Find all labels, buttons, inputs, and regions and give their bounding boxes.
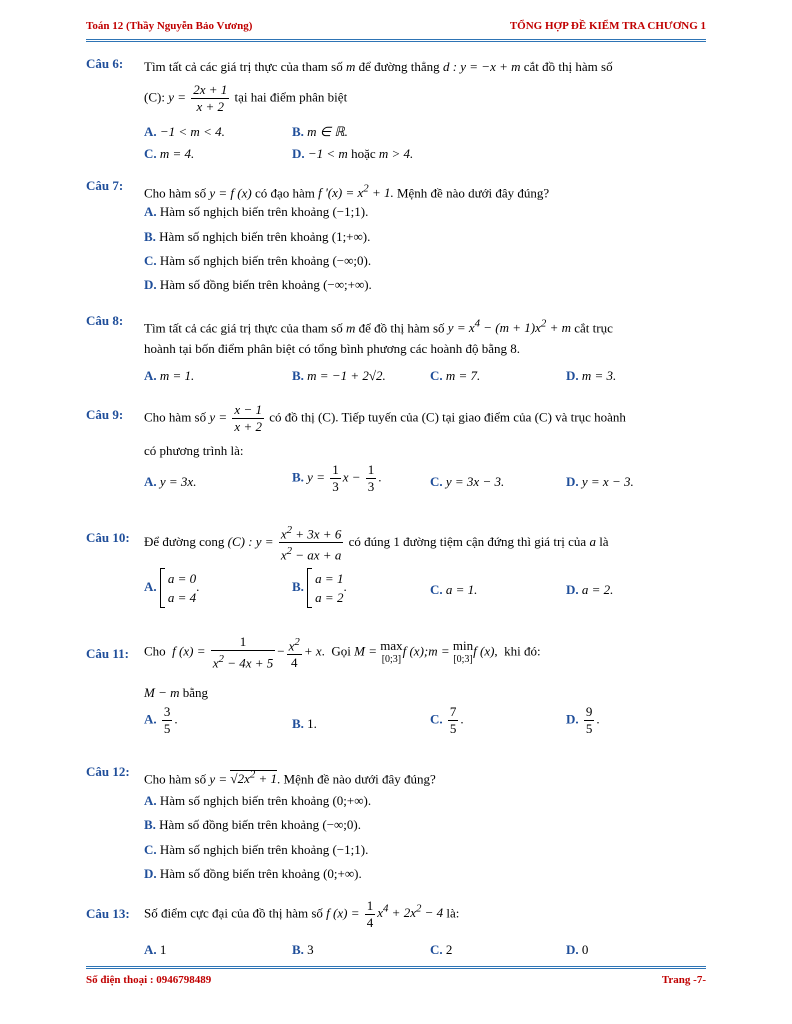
- option-c[interactable]: C. m = 4.: [144, 146, 195, 161]
- option-a[interactable]: A. a = 0 a = 4.: [144, 568, 199, 608]
- option-c[interactable]: C. Hàm số nghịch biến trên khoảng (−1;1).: [144, 842, 369, 857]
- question-number: Câu 11:: [86, 646, 129, 661]
- option-a[interactable]: A. −1 < m < 4.: [144, 124, 225, 139]
- option-a[interactable]: A. y = 3x.: [144, 474, 197, 489]
- option-a[interactable]: A. Hàm số nghịch biến trên khoảng (0;+∞).: [144, 793, 372, 808]
- option-a[interactable]: A. m = 1.: [144, 368, 195, 383]
- option-d[interactable]: D. Hàm số đồng biến trên khoảng (0;+∞).: [144, 866, 362, 881]
- option-c[interactable]: C. Hàm số nghịch biến trên khoảng (−∞;0).: [144, 253, 372, 268]
- question-number: Câu 10:: [86, 530, 130, 545]
- header-right: TỔNG HỢP ĐỀ KIỂM TRA CHƯƠNG 1: [509, 20, 706, 32]
- option-b[interactable]: B. 1.: [292, 716, 317, 731]
- footer-rule-2: [86, 968, 706, 969]
- option-c[interactable]: C. y = 3x − 3.: [430, 474, 505, 489]
- option-d[interactable]: D. a = 2.: [566, 582, 614, 597]
- option-b[interactable]: B. Hàm số đồng biến trên khoảng (−∞;0).: [144, 817, 361, 832]
- option-c[interactable]: C. $\frac{7}{5}$ .: [430, 704, 464, 736]
- option-b[interactable]: B. m ∈ ℝ.: [292, 124, 348, 139]
- question-number: Câu 6:: [86, 56, 124, 71]
- option-b[interactable]: B. y = $\frac{1}{3}$ x − $\frac{1}{3}$ .: [292, 462, 382, 494]
- option-b[interactable]: B. a = 1 a = 2.: [292, 568, 347, 608]
- option-a[interactable]: A. 1: [144, 942, 167, 957]
- question-number: Câu 13:: [86, 906, 130, 921]
- header-rule-2: [86, 41, 706, 42]
- question-number: Câu 9:: [86, 407, 124, 422]
- option-d[interactable]: D. $\frac{9}{5}$ .: [566, 704, 600, 736]
- option-b[interactable]: B. Hàm số nghịch biến trên khoảng (1;+∞).: [144, 229, 371, 244]
- option-c[interactable]: C. a = 1.: [430, 582, 478, 597]
- option-d[interactable]: D. −1 < m hoặc m > 4.: [292, 146, 414, 161]
- option-d[interactable]: D. m = 3.: [566, 368, 617, 383]
- option-d[interactable]: D. Hàm số đồng biến trên khoảng (−∞;+∞).: [144, 277, 372, 292]
- option-c[interactable]: C. m = 7.: [430, 368, 481, 383]
- option-c[interactable]: C. 2: [430, 942, 453, 957]
- option-a[interactable]: A. $\frac{3}{5}$ .: [144, 704, 178, 736]
- question-number: Câu 12:: [86, 764, 130, 779]
- option-b[interactable]: B. 3: [292, 942, 314, 957]
- question-number: Câu 8:: [86, 313, 124, 328]
- option-a[interactable]: A. Hàm số nghịch biến trên khoảng (−1;1).: [144, 204, 369, 219]
- question-text: Tìm tất cả các giá trị thực của tham số m để đường thẳng d : y = −x + m cắt đồ thị hàm số: [144, 59, 613, 74]
- option-d[interactable]: D. 0: [566, 942, 589, 957]
- footer-rule: [86, 966, 706, 967]
- header-left: Toán 12 (Thầy Nguyễn Bảo Vương): [86, 20, 253, 32]
- option-d[interactable]: D. y = x − 3.: [566, 474, 634, 489]
- option-b[interactable]: B. m = −1 + 2√2.: [292, 368, 386, 383]
- header-rule: [86, 39, 706, 40]
- question-number: Câu 7:: [86, 178, 124, 193]
- page-number: Trang -7-: [661, 974, 706, 986]
- page-header: [86, 20, 706, 38]
- footer-phone: Số điện thoại : 0946798489: [86, 974, 212, 986]
